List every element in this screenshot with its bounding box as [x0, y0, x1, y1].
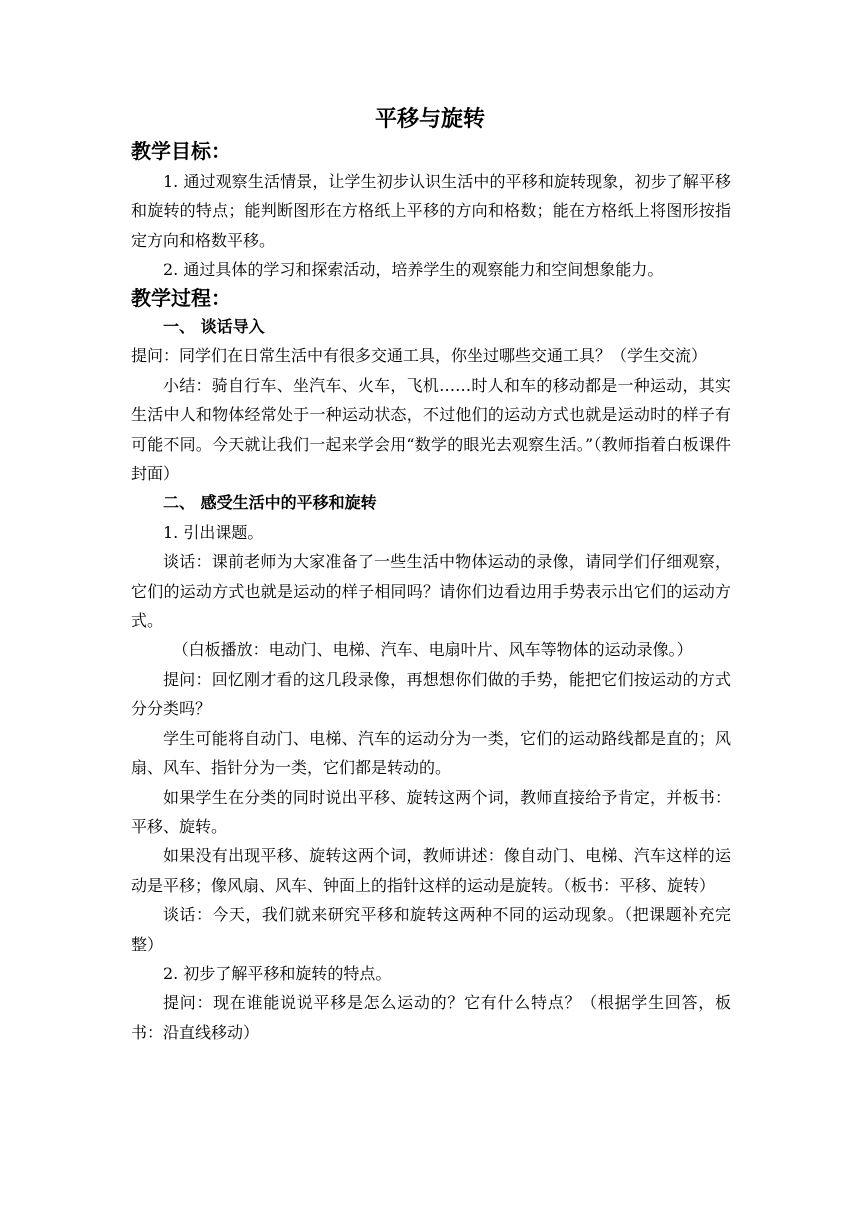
paragraph: 如果没有出现平移、旋转这两个词，教师讲述：像自动门、电梯、汽车这样的运动是平移；像风扇、风车、钟面上的指针这样的运动是旋转。（板书：平移、旋转）	[131, 846, 731, 895]
section-heading: 一、 谈话导入	[163, 317, 265, 336]
goals-heading: 教学目标：	[131, 139, 231, 163]
paragraph: 提问：同学们在日常生活中有很多交通工具，你坐过哪些交通工具？（学生交流）	[131, 346, 708, 366]
paragraph: 如果学生在分类的同时说出平移、旋转这两个词，教师直接给予肯定，并板书：平移、旋转。	[131, 787, 731, 836]
goals-section	[131, 167, 731, 285]
document-title: 平移与旋转	[374, 107, 485, 132]
process-section	[131, 312, 731, 1047]
list-item: 1. 引出课题。	[163, 522, 264, 542]
paragraph: 学生可能将自动门、电梯、汽车的运动分为一类，它们的运动路线都是直的；风扇、风车、指针分为一类，它们都是转动的。	[131, 728, 731, 778]
paragraph: 提问：现在谁能说说平移是怎么运动的？它有什么特点？（根据学生回答，板书：沿直线移动）	[131, 993, 731, 1042]
paragraph: 提问：回忆刚才看的这几段录像，再想想你们做的手势，能把它们按运动的方式分分类吗？	[131, 669, 731, 719]
goal-item: 2. 通过具体的学习和探索活动，培养学生的观察能力和空间想象能力。	[163, 260, 664, 280]
paragraph: 谈话：今天，我们就来研究平移和旋转这两种不同的运动现象。（把课题补充完整）	[131, 905, 731, 954]
process-heading: 教学过程：	[131, 286, 231, 310]
section-heading: 二、 感受生活中的平移和旋转	[163, 493, 377, 513]
list-item: 2. 初步了解平移和旋转的特点。	[163, 963, 392, 983]
paragraph: 小结：骑自行车、坐汽车、火车，飞机……时人和车的移动都是一种运动，其实生活中人和物体经常处于一种运动状态，不过他们的运动方式也就是运动时的样子有可能不同。今天就让我们一起来学会用“数学的眼光去观察生活。”（教师指着白板课件封面）	[131, 375, 731, 484]
paragraph: 谈话：课前老师为大家准备了一些生活中物体运动的录像，请同学们仔细观察，它们的运动方式也就是运动的样子相同吗？请你们边看边用手势表示出它们的运动方式。	[131, 552, 731, 631]
goal-item: 1. 通过观察生活情景，让学生初步认识生活中的平移和旋转现象，初步了解平移和旋转的特点；能判断图形在方格纸上平移的方向和格数；能在方格纸上将图形按指定方向和格数平移。	[131, 172, 731, 250]
paragraph: （白板播放：电动门、电梯、汽车、电扇叶片、风车等物体的运动录像。）	[172, 640, 693, 660]
